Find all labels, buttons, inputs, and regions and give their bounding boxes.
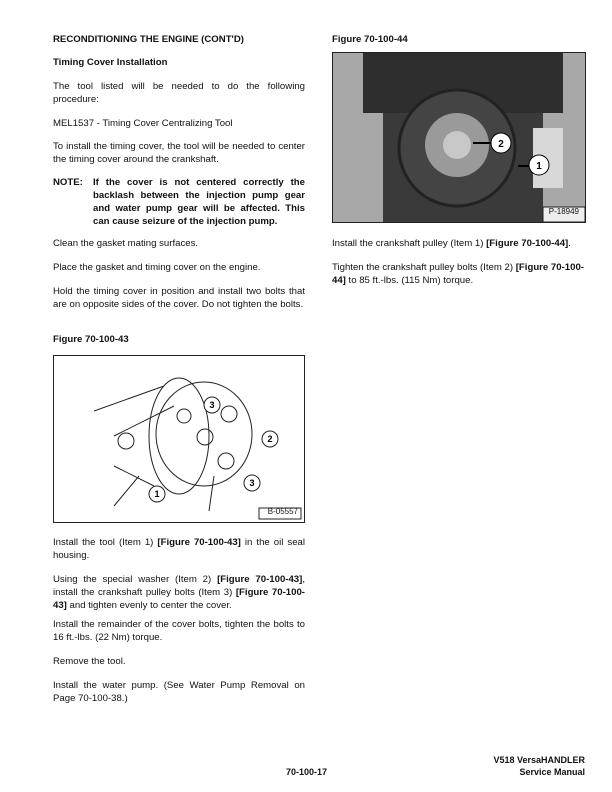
text: Install the tool (Item 1) [53, 537, 158, 548]
figure-title: Figure 70-100-43 [53, 334, 129, 345]
paragraph: MEL1537 - Timing Cover Centralizing Tool [53, 118, 233, 129]
callout-2: 2 [267, 434, 273, 444]
note-label: NOTE: [53, 177, 83, 188]
paragraph: Clean the gasket mating surfaces. [53, 238, 199, 249]
note-text: If the cover is not centered correctly the backlash between the injection pump gear and water pump gear will be affected. This can cause seizure of the injection pump. [93, 177, 305, 227]
page-number: 70-100-17 [286, 767, 328, 777]
text: to 85 ft.-lbs. (115 Nm) torque. [345, 275, 474, 286]
callout-1: 1 [536, 161, 542, 172]
figure-ref: [Figure 70-100-43] [217, 574, 303, 585]
paragraph: Install the remainder of the cover bolts, tighten the bolts to 16 ft.-lbs. (22 Nm) torque. [53, 619, 305, 643]
text: Tighten the crankshaft pulley bolts (Item 2) [332, 262, 516, 273]
figure-ref: [Figure 70-100-44] [486, 238, 569, 249]
text: Install the crankshaft pulley (Item 1) [332, 238, 487, 249]
paragraph [53, 573, 305, 612]
text: in the oil seal housing. [53, 537, 306, 561]
paragraph: Install the water pump. (See Water Pump Removal on Page 70-100-38.) [53, 680, 305, 704]
figure-code: B-05557 [267, 507, 298, 516]
figure-70-100-44 [332, 52, 586, 223]
crankshaft-pulley-photo [333, 53, 585, 222]
paragraph [53, 536, 305, 562]
text: , install the crankshaft pulley bolts (Item 3) [53, 574, 306, 598]
note [53, 176, 305, 228]
text: and tighten evenly to center the cover. [66, 600, 232, 611]
paragraph: The tool listed will be needed to do the following procedure: [53, 81, 305, 105]
figure-ref: [Figure 70-100-43] [157, 537, 241, 548]
figure-ref: [Figure 70-100-44] [332, 262, 584, 286]
callout-2: 2 [498, 139, 504, 150]
callout-3: 3 [209, 400, 215, 410]
manual-name: Service Manual [519, 767, 585, 777]
figure-code: P-18949 [548, 207, 579, 216]
product-name: V518 VersaHANDLER [493, 755, 585, 765]
figure-70-100-43 [53, 355, 305, 523]
text: . [568, 238, 571, 249]
figure-title: Figure 70-100-44 [332, 34, 408, 45]
callout-3b: 3 [249, 478, 255, 488]
paragraph: Hold the timing cover in position and install two bolts that are on opposite sides of the cover. Do not tighten the bolts. [53, 286, 305, 310]
paragraph: Remove the tool. [53, 656, 126, 667]
timing-cover-drawing [54, 356, 304, 522]
footer-title [493, 754, 585, 778]
section-heading: RECONDITIONING THE ENGINE (CONT'D) [53, 34, 244, 45]
callout-1: 1 [154, 489, 160, 499]
subheading: Timing Cover Installation [53, 57, 168, 68]
paragraph [332, 261, 584, 287]
paragraph [332, 237, 584, 250]
figure-ref: [Figure 70-100-43] [53, 587, 305, 611]
paragraph: Place the gasket and timing cover on the engine. [53, 262, 261, 273]
text: Using the special washer (Item 2) [53, 574, 218, 585]
paragraph: To install the timing cover, the tool will be needed to center the timing cover around the crankshaft. [53, 141, 305, 165]
